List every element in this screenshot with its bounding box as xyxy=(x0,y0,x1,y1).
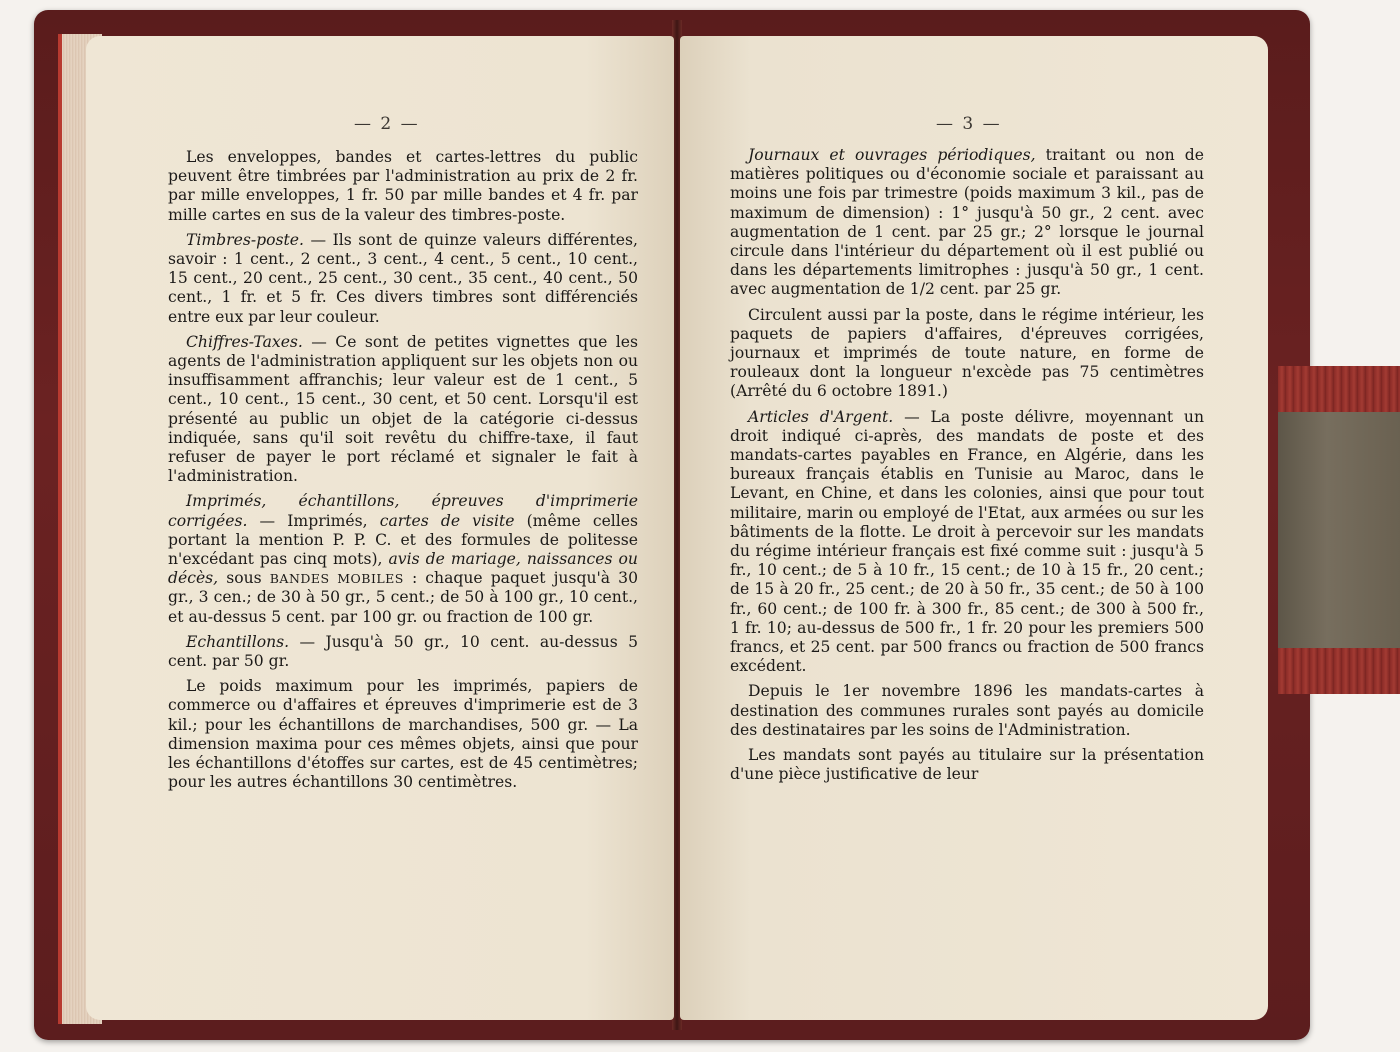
section-heading: Imprimés, échantillons, épreuves d'imprimerie corrigées. xyxy=(168,492,638,530)
paragraph: Les enveloppes, bandes et cartes-lettres du public peuvent être timbrées par l'administration au prix de 2 fr. par mille enveloppes, 1 fr. 50 par mille bandes et 4 fr. par mille cartes en sus de la valeur des timbres-poste. xyxy=(168,148,638,224)
strap-band xyxy=(1278,366,1400,412)
paragraph: Journaux et ouvrages périodiques, traitant ou non de matières politiques ou d'économie sociale et paraissant au moins une fois par trimestre (poids maximum 3 kil., pas de maximum de dimension) : 1° jusqu'à 50 gr., 2 cent. avec augmentation de 1 cent. par 25 gr.; 2° lorsque le journal circule dans l'intérieur du département où il est publié ou dans les départements limitrophes : jusqu'à 50 gr., 1 cent. avec augmentation de 1/2 cent. par 25 gr. xyxy=(730,146,1204,299)
paragraph: Depuis le 1er novembre 1896 les mandats-cartes à destination des communes rurales sont payés au domicile des destinataires par les soins de l'Administration. xyxy=(730,682,1204,739)
left-page xyxy=(86,36,674,1020)
paragraph: Les mandats sont payés au titulaire sur la présentation d'une pièce justificative de leur xyxy=(730,746,1204,784)
paragraph: Circulent aussi par la poste, dans le régime intérieur, les paquets de papiers d'affaires, d'épreuves corrigées, journaux et imprimés de toute nature, en forme de rouleaux dont la longueur n'excède pas 75 centimètres (Arrêté du 6 octobre 1891.) xyxy=(730,305,1204,401)
paragraph: Timbres-poste. — Ils sont de quinze valeurs différentes, savoir : 1 cent., 2 cent., 3 cent., 4 cent., 5 cent., 10 cent., 15 cent., 20 cent., 25 cent., 30 cent., 35 cent., 40 cent., 50 cent., 1 fr. et 5 fr. Ces divers timbres sont différenciés entre eux par leur couleur. xyxy=(168,230,638,326)
paragraph: Articles d'Argent. — La poste délivre, moyennant un droit indiqué ci-après, des mandats de poste et des mandats-cartes payables en France, en Algérie, dans les bureaux français établis en Tunisie au Maroc, dans le Levant, en Chine, et dans les colonies, ainsi que pour tout militaire, marin ou employé de l'Etat, aux armées ou sur les bâtiments de la flotte. Le droit à percevoir sur les mandats du régime intérieur français est fixé comme suit : jusqu'à 5 fr., 10 cent.; de 5 à 10 fr., 15 cent.; de 10 à 15 fr., 20 cent.; de 15 à 20 fr., 25 cent.; de 20 à 50 fr., 35 cent.; de 50 à 100 fr., 60 cent.; de 100 fr. à 300 fr., 85 cent.; de 300 à 500 fr., 1 fr. 10; au-dessus de 500 fr., 1 fr. 20 pour les premiers 500 francs, et 25 cent. par 500 francs ou fraction de 500 francs excédent. xyxy=(730,407,1205,676)
section-heading: Journaux et ouvrages périodiques, xyxy=(748,146,1036,164)
section-heading: Echantillons. xyxy=(186,632,290,651)
page-number: — 2 — xyxy=(354,114,420,134)
left-page-text xyxy=(168,148,638,799)
strap-band xyxy=(1278,648,1400,694)
paragraph: Imprimés, échantillons, épreuves d'imprimerie corrigées. — Imprimés, cartes de visite (même celles portant la mention P. P. C. et des formules de politesse n'excédant pas cinq mots), avis de mariage, naissances ou décès, sous BANDES MOBILES : chaque paquet jusqu'à 30 gr., 3 cen.; de 30 à 50 gr., 5 cent.; de 50 à 100 gr., 10 cent., et au-dessus 5 cent. par 100 gr. ou fraction de 100 gr. xyxy=(168,492,638,626)
section-heading: Timbres-poste. xyxy=(186,230,304,249)
paragraph: Chiffres-Taxes. — Ce sont de petites vignettes que les agents de l'administration appliquent sur les objets non ou insuffisamment affranchis; leur valeur est de 1 cent., 5 cent., 10 cent., 15 cent., 30 cent, et 50 cent. Lorsqu'il est présenté au public un objet de la catégorie ci-dessus indiquée, sans qu'il soit revêtu du chiffre-taxe, il faut refuser de payer le port réclamé et signaler le fait à l'administration. xyxy=(168,332,638,486)
paragraph: Le poids maximum pour les imprimés, papiers de commerce ou d'affaires et épreuves d'imprimerie est de 3 kil.; pour les échantillons de marchandises, 500 gr. — La dimension maxima pour ces mêmes objets, ainsi que pour les échantillons d'étoffes sur cartes, est de 45 centimètres; pour les autres échantillons 30 centimètres. xyxy=(168,677,638,792)
right-page-text xyxy=(730,146,1204,791)
paragraph: Echantillons. — Jusqu'à 50 gr., 10 cent. au-dessus 5 cent. par 50 gr. xyxy=(168,632,638,671)
right-page xyxy=(680,36,1268,1020)
section-heading: Chiffres-Taxes. xyxy=(186,332,303,351)
page-number: — 3 — xyxy=(936,114,1002,134)
book-strap xyxy=(1278,366,1400,694)
section-heading: Articles d'Argent. xyxy=(748,407,894,426)
